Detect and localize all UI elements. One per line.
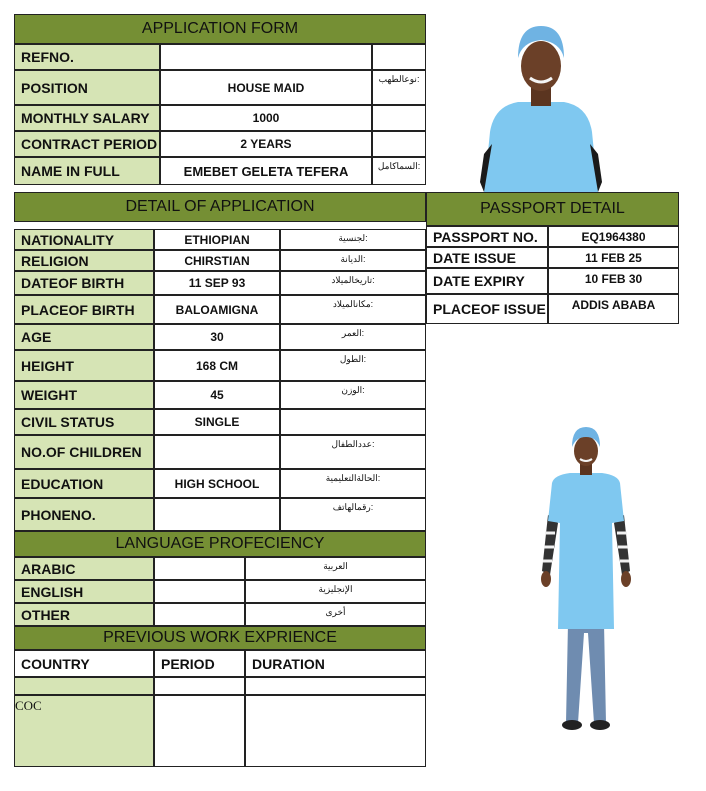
salary-arabic-cell [372, 105, 426, 131]
portrait-photo [470, 14, 612, 192]
passport-label-placeof-issue: PLACEOF ISSUE [426, 294, 548, 324]
detail-arabic-phoneno: :رقمالهاتف [280, 498, 426, 531]
passport-detail-header [426, 192, 679, 226]
full-body-apron [548, 473, 624, 629]
detail-value-education: HIGH SCHOOL [154, 469, 280, 498]
refno-value [160, 44, 372, 70]
passport-value-date-expiry: 10 FEB 30 [548, 268, 679, 294]
detail-of-application-header [14, 192, 426, 222]
coc-duration-cell [245, 695, 426, 767]
detail-label-no-of-children: NO.OF CHILDREN [14, 435, 154, 469]
passport-label-date-issue: DATE ISSUE [426, 247, 548, 268]
name-in-full-value: EMEBET GELETA TEFERA [160, 157, 372, 185]
passport-value-passport-no: EQ1964380 [548, 226, 679, 247]
detail-arabic-civil-status [280, 409, 426, 435]
detail-label-civil-status: CIVIL STATUS [14, 409, 154, 435]
work-row-duration [245, 677, 426, 695]
detail-value-civil-status: SINGLE [154, 409, 280, 435]
passport-value-placeof-issue: ADDIS ABABA [548, 294, 679, 324]
detail-label-height: HEIGHT [14, 350, 154, 381]
detail-value-no-of-children [154, 435, 280, 469]
detail-arabic-nationality: :لجنسية [280, 229, 426, 250]
detail-arabic-placeof-birth: :مكانالميلاد [280, 295, 426, 324]
contract-period-value: 2 YEARS [160, 131, 372, 157]
coc-period-cell [154, 695, 245, 767]
detail-label-education: EDUCATION [14, 469, 154, 498]
previous-work-header [14, 626, 426, 650]
full-body-jeans [566, 623, 606, 723]
position-label: POSITION [14, 70, 160, 105]
language-proficiency-header [14, 531, 426, 557]
period-column-header: PERIOD [154, 650, 245, 677]
detail-arabic-age: :العمر [280, 324, 426, 350]
passport-label-passport-no: PASSPORT NO. [426, 226, 548, 247]
detail-label-nationality: NATIONALITY [14, 229, 154, 250]
detail-label-placeof-birth: PLACEOF BIRTH [14, 295, 154, 324]
detail-value-placeof-birth: BALOAMIGNA [154, 295, 280, 324]
detail-value-weight: 45 [154, 381, 280, 409]
detail-arabic-no-of-children: :عددالطفال [280, 435, 426, 469]
language-label-arabic: ARABIC [14, 557, 154, 580]
coc-label: COC [15, 698, 42, 713]
detail-arabic-education: :الحالةالتعليمية [280, 469, 426, 498]
name-in-full-label: NAME IN FULL [14, 157, 160, 185]
passport-detail-title: PASSPORT DETAIL [480, 200, 625, 217]
monthly-salary-label: MONTHLY SALARY [14, 105, 160, 131]
passport-value-date-issue: 11 FEB 25 [548, 247, 679, 268]
application-form-title: APPLICATION FORM [141, 20, 299, 37]
detail-arabic-weight: :الوزن [280, 381, 426, 409]
work-row-period [154, 677, 245, 695]
language-label-english: ENGLISH [14, 580, 154, 603]
detail-label-age: AGE [14, 324, 154, 350]
application-form-header [14, 14, 426, 44]
work-row-country [14, 677, 154, 695]
detail-value-phoneno [154, 498, 280, 531]
detail-label-phoneno: PHONENO. [14, 498, 154, 531]
detail-arabic-religion: :الديانة [280, 250, 426, 271]
language-arabic-arabic: العربية [245, 557, 426, 580]
duration-column-header: DURATION [245, 650, 426, 677]
position-arabic-label: :نوعالطهب [372, 70, 426, 105]
language-level-arabic [154, 557, 245, 580]
detail-value-age: 30 [154, 324, 280, 350]
language-level-other [154, 603, 245, 626]
position-value: HOUSE MAID [160, 70, 372, 105]
language-arabic-english: الإنجليزية [245, 580, 426, 603]
refno-arabic-cell [372, 44, 426, 70]
contract-period-label: CONTRACT PERIOD [14, 131, 160, 157]
language-proficiency-title: LANGUAGE PROFECIENCY [115, 535, 325, 552]
detail-arabic-dateof-birth: :تاريخالميلاد [280, 271, 426, 295]
full-body-photo [540, 423, 632, 733]
name-arabic-label: :السماكامل [372, 157, 426, 185]
coc-cell [14, 695, 154, 767]
detail-label-religion: RELIGION [14, 250, 154, 271]
detail-value-height: 168 CM [154, 350, 280, 381]
language-level-english [154, 580, 245, 603]
language-arabic-other: أخرى [245, 603, 426, 626]
refno-label: REFNO. [14, 44, 160, 70]
language-label-other: OTHER [14, 603, 154, 626]
portrait-apron [484, 102, 598, 192]
country-column-header: COUNTRY [14, 650, 154, 677]
passport-label-date-expiry: DATE EXPIRY [426, 268, 548, 294]
previous-work-title: PREVIOUS WORK EXPRIENCE [103, 629, 337, 646]
detail-label-dateof-birth: DATEOF BIRTH [14, 271, 154, 295]
detail-value-religion: CHIRSTIAN [154, 250, 280, 271]
detail-value-dateof-birth: 11 SEP 93 [154, 271, 280, 295]
detail-arabic-height: :الطول [280, 350, 426, 381]
contract-arabic-cell [372, 131, 426, 157]
detail-label-weight: WEIGHT [14, 381, 154, 409]
detail-of-application-title: DETAIL OF APPLICATION [125, 198, 315, 215]
monthly-salary-value: 1000 [160, 105, 372, 131]
detail-value-nationality: ETHIOPIAN [154, 229, 280, 250]
